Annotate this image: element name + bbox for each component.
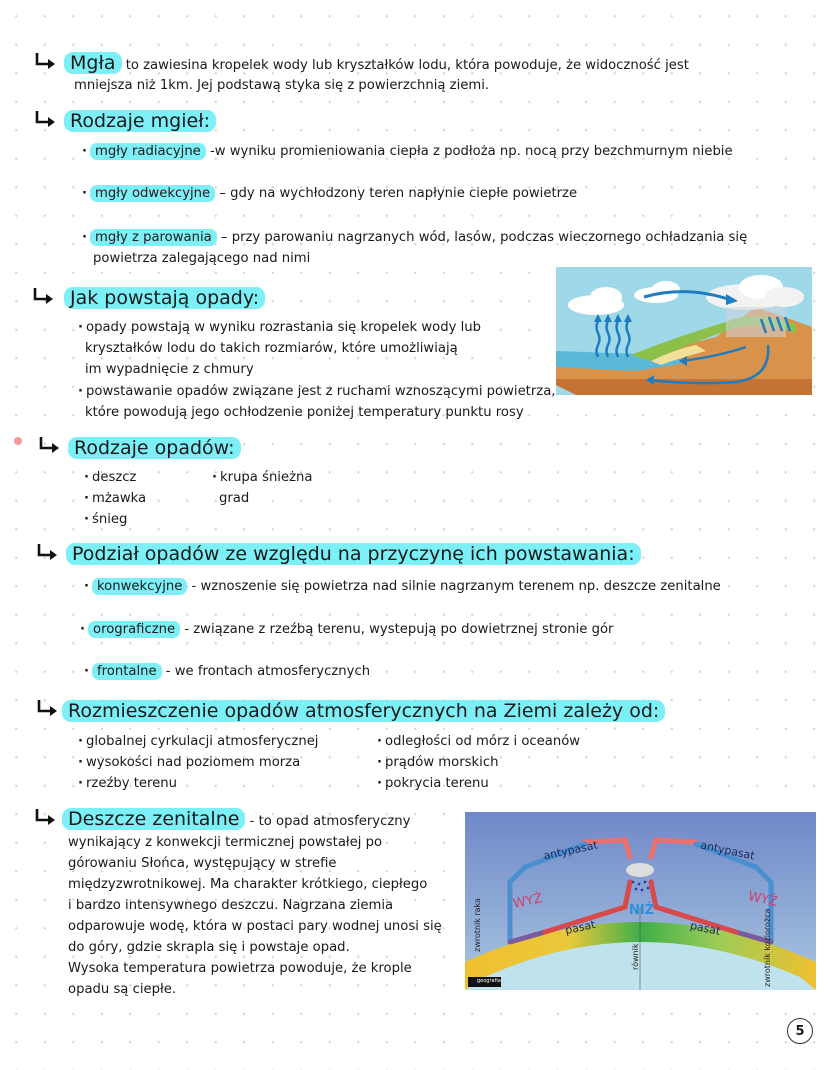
zenith-line: odparowuje wodę, która w postaci pary wodnej unosi się	[68, 919, 442, 934]
precip-type: · mżawka	[84, 488, 146, 509]
zenith-line: górowaniu Słońca, występujący w strefie	[68, 856, 337, 871]
cause-type-item: · konwekcyjne - wznoszenie się powietrza nad silnie nagrzanym terenem np. deszcze zenitalne	[84, 576, 721, 597]
label-zwrotnik-koziorozca: zwrotnik koziorożca	[763, 908, 772, 987]
formation-line: kryształków lodu do takich rozmiarów, które umożliwiają	[85, 341, 458, 356]
label-rownik: równik	[631, 943, 640, 970]
rodzaje-mgiel-title: Rodzaje mgieł:	[64, 108, 216, 134]
zenith-line: do góry, gdzie skrapla się i powstaje opad.	[68, 940, 350, 955]
zenith-line: międzyzwrotnikowej. Ma charakter krótkiego, ciepłego	[68, 877, 428, 892]
arrow-icon	[36, 543, 58, 561]
marker-dot	[14, 437, 22, 445]
formation-line: które powodują jego ochłodzenie poniżej temperatury punktu rosy	[85, 405, 524, 420]
podzial-title: Podział opadów ze względu na przyczynę ich powstawania:	[66, 541, 641, 567]
arrow-icon	[36, 699, 58, 717]
factor-item: · wysokości nad poziomem morza	[78, 752, 300, 773]
circulation-diagram	[465, 812, 816, 990]
cause-type-item: · frontalne - we frontach atmosferycznych	[84, 661, 370, 682]
label-antypasat-right: antypasat	[699, 838, 756, 863]
arrow-icon	[38, 436, 60, 454]
mgla-line1: to zawiesina kropelek wody lub kryształków lodu, która powoduje, że widoczność jest	[121, 58, 689, 73]
factor-item: · odległości od mórz i oceanów	[377, 731, 580, 752]
label-pasat-left: pasat	[563, 917, 597, 938]
zenith-line: Wysoka temperatura powietrza powoduje, że krople	[68, 961, 412, 976]
zenith-line: opadu są ciepłe.	[68, 982, 177, 997]
zenith-line: i bardzo intensywnego deszczu. Nagrzana ziemia	[68, 898, 394, 913]
fog-type-item: · mgły z parowania – przy parowaniu nagrzanych wód, lasów, podczas wieczornego ochładzania się	[82, 227, 747, 248]
formation-line: · opady powstają w wyniku rozrastania się kropelek wody lub	[78, 317, 481, 338]
zenith-rain-definition: Deszcze zenitalne - to opad atmosferyczny	[62, 806, 410, 832]
fog-type-item: · mgły radiacyjne -w wyniku promieniowania ciepła z podłoża np. nocą przy bezchmurnym niebie	[82, 141, 733, 162]
formation-line: · powstawanie opadów związane jest z ruchami wznoszącymi powietrza,	[78, 381, 555, 402]
factor-item: · pokrycia terenu	[377, 773, 489, 794]
label-antypasat-left: antypasat	[542, 838, 599, 863]
formation-line: im wypadnięcie z chmury	[85, 362, 254, 377]
rodzaje-opadow-title: Rodzaje opadów:	[68, 435, 241, 461]
factor-item: · prądów morskich	[377, 752, 498, 773]
jak-powstaja-title: Jak powstają opady:	[64, 285, 265, 311]
label-wyz-right: WYŻ	[746, 889, 779, 910]
precip-type: · deszcz	[84, 467, 136, 488]
watermark-label: geografia	[477, 978, 501, 984]
arrow-icon	[34, 52, 56, 70]
water-cycle-diagram	[556, 267, 812, 395]
cause-type-item: · orograficzne - związane z rzeźbą terenu, wystepują po dowietrznej stronie gór	[80, 619, 613, 640]
fog-type-item-cont: powietrza zalegającego nad nimi	[93, 251, 311, 266]
precip-type: · krupa śnieżna	[212, 467, 312, 488]
rozmieszczenie-title: Rozmieszczenie opadów atmosferycznych na Ziemi zależy od:	[62, 698, 665, 724]
fog-type-item: · mgły odwekcyjne – gdy na wychłodzony teren napłynie ciepłe powietrze	[82, 183, 577, 204]
label-zwrotnik-raka: zwrotnik raka	[473, 898, 482, 952]
label-pasat-right: pasat	[688, 918, 722, 939]
precip-type: grad	[219, 491, 250, 506]
factor-item: · rzeźby terenu	[78, 773, 177, 794]
arrow-icon	[34, 110, 56, 128]
arrow-icon	[32, 287, 54, 305]
page-number: 5	[787, 1018, 813, 1044]
zenith-rain-term: Deszcze zenitalne	[62, 808, 245, 830]
mgla-line2: mniejsza niż 1km. Jej podstawą styka się z powierzchnią ziemi.	[74, 78, 490, 93]
arrow-icon	[34, 808, 56, 826]
mgla-term: Mgła	[64, 52, 122, 74]
label-wyz-left: WYŻ	[511, 891, 544, 912]
factor-item: · globalnej cyrkulacji atmosferycznej	[78, 731, 318, 752]
zenith-line: wynikający z konwekcji termicznej powstałej po	[68, 835, 383, 850]
label-niz: NIŻ	[629, 903, 655, 918]
mgla-definition	[64, 50, 689, 76]
precip-type: · śnieg	[84, 509, 127, 530]
